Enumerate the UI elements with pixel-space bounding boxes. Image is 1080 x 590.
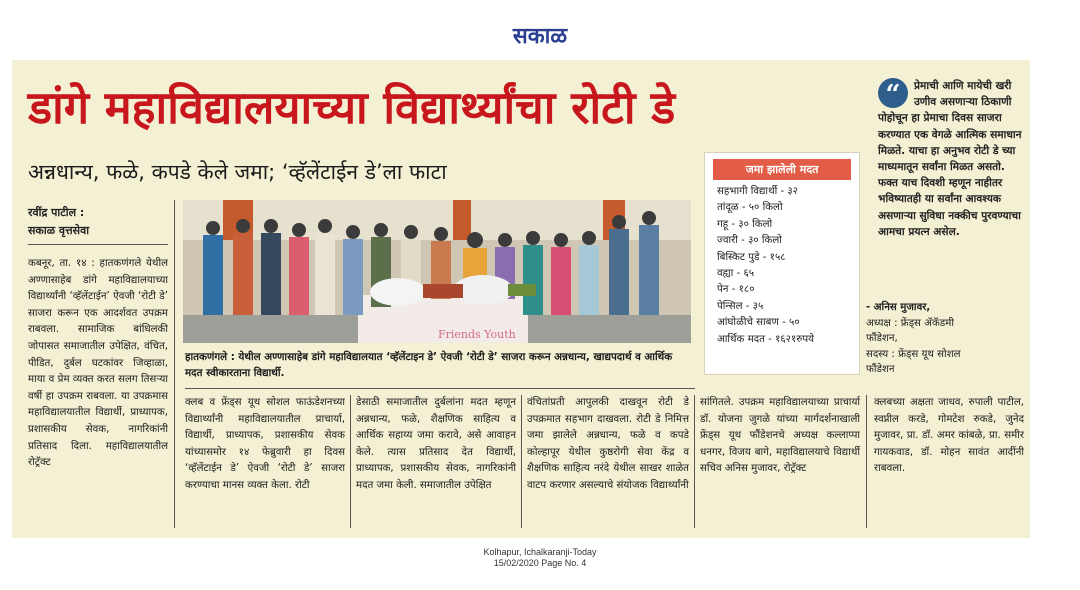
aid-item: गहू - ३० किलो — [717, 218, 773, 230]
quote-role-1b: फौंडेशन, — [866, 333, 898, 344]
article-column-2: क्लब व फ्रेंड्स यूथ सोशल फाऊंडेशनच्या विद्यार्थ्यांनी महाविद्यालयातील प्राचार्या, विद्यार्थी, प्राध्यापक, प्रशासकीय सेवक यांच्यासमोर १४ फेब्रुवारी हा दिवस ‘व्हॅलेंटाईन डे’ ऐवजी ‘रोटी डे’ साजरा करण्याचा मानस व्यक्त केला. रोटी — [185, 397, 345, 491]
column-divider — [866, 395, 867, 528]
subheadline: अन्नधान्य, फळे, कपडे केले जमा; ‘व्हॅलेंटाईन डे’ला फाटा — [28, 160, 447, 184]
aid-item: सहभागी विद्यार्थी - ३२ — [717, 186, 798, 197]
quote-role-2: सदस्य : फ्रेंड्स यूथ सोशल — [866, 348, 961, 360]
column-divider — [694, 395, 695, 528]
footer-edition: Kolhapur, Ichalkaranji-Today — [483, 547, 597, 557]
pull-quote-body: पोहोचून हा प्रेमाचा दिवस साजरा करण्यात एक वेगळे आत्मिक समाधान मिळते. याचा हा अनुभव रोटी डे च्या माध्यमातून सर्वांना मिळत असतो. फक्त याच दिवशी म्हणून नाहीतर भविष्यातही या सर्वांना आवश्यक असणाऱ्या सुविधा नक्कीच पुरवण्याचा आमचा प्रयत्न असेल. — [878, 112, 1022, 238]
aid-summary-box — [704, 152, 860, 375]
page-footer — [0, 547, 1080, 569]
event-photo — [183, 200, 691, 343]
article-column-5: सांगितले. उपक्रम महाविद्यालयाच्या प्राचार्या डॉ. योजना जुगळे यांच्या मार्गदर्शनाखाली फ्रेंड्स यूथ फौंडेशनचे अध्यक्ष कल्लाप्पा धनगर, विजय बागे, महाविद्यालयाचे विद्यार्थी सचिव अनिस मुजावर, रोट्रॅक्ट — [700, 397, 860, 475]
aid-item: पेन - १८० — [717, 284, 755, 296]
newspaper-masthead: सकाळ — [512, 24, 568, 49]
banner-text: Friends Youth — [438, 328, 516, 341]
aid-item: आंघोळीचे साबण - ५० — [717, 317, 800, 329]
quote-author: - अनिस मुजावर, — [866, 302, 931, 313]
column-divider — [350, 395, 351, 528]
column-divider — [174, 200, 175, 528]
pull-quote-lead: प्रेमाची आणि मायेची खरी उणीव असणाऱ्या ठिकाणी — [914, 80, 1012, 109]
aid-summary-list — [705, 184, 859, 348]
quote-role-1: अध्यक्ष : फ्रेंड्स ॲकॅडमी — [866, 317, 954, 329]
article-column-4: वंचितांप्रती आपुलकी दाखवून रोटी डे उपक्रमात सहभाग दाखवला. रोटी डे निमित्त जमा झालेले अन्नधान्य, फळे व कपडे कोल्हापूर येथील कुष्ठरोगी सेवा केंद्र व शैक्षणिक साहित्य नरंदे येथील साखर शाळेत वाटप करणार असल्याचे संयोजक विद्यार्थ्यांनी — [527, 397, 689, 491]
caption-divider — [185, 388, 695, 389]
article-column-6: क्लबच्या अक्षता जाधव, रुपाली पाटील, स्वप्नील करडे, गोमटेश रुकडे, जुनेद मुजावर, प्रा. डॉ. अमर कांबळे, प्रा. समीर गायकवाड, डॉ. मोहन सावंत आदींनी राबवला. — [874, 397, 1024, 475]
pull-quote-attribution — [866, 300, 1026, 378]
headline: डांगे महाविद्यालयाच्या विद्यार्थ्यांचा रोटी डे — [28, 81, 676, 134]
aid-item: तांदूळ - ५० किलो — [717, 202, 783, 214]
quote-role-2b: फौंडेशन — [866, 364, 895, 375]
quote-icon: “ — [878, 78, 908, 108]
article-column-1: कबनूर, ता. १४ : हातकणंगले येथील अण्णासाहेब डांगे महाविद्यालयाच्या विद्यार्थ्यांनी ‘व्हॅलेंटाईन’ ऐवजी ‘रोटी डे’ साजरा करून एक आदर्शवत उपक्रम राबवला. सामाजिक बांधिलकी जोपासत समाजातील उपेक्षित, वंचित, पीडित, दुर्बल घटकांवर जिव्हाळा, माया व प्रेम व्यक्त करत सलग तिसऱ्या वर्षी हा उपक्रम राबवला. या उपक्रमास महाविद्यालयातील विद्यार्थी, प्राध्यापक, प्रशासकीय सेवक, नागरिकांनी प्रतिसाद दिला. महाविद्यालयातील रोट्रॅक्ट — [28, 258, 168, 469]
photo-caption: हातकणंगले : येथील अण्णासाहेब डांगे महाविद्यालयात ‘व्हॅलेंटाइन डे’ ऐवजी ‘रोटी डे’ साजरा करून अन्नधान्य, खाद्यपदार्थ व आर्थिक मदत स्वीकारताना विद्यार्थी. — [185, 351, 673, 379]
byline-name: रवींद्र पाटील : — [28, 206, 85, 219]
column-divider — [521, 395, 522, 528]
aid-item: ज्वारी - ३० किलो — [717, 235, 782, 247]
footer-date-page: 15/02/2020 Page No. 4 — [493, 558, 587, 568]
aid-item: बिस्किट पुडे - १५८ — [717, 251, 786, 263]
aid-summary-title: जमा झालेली मदत — [713, 159, 851, 180]
students-photo-illustration — [183, 200, 691, 343]
aid-item: पेन्सिल - ३५ — [717, 300, 764, 312]
byline-divider — [28, 244, 168, 245]
byline-service: सकाळ वृत्तसेवा — [28, 224, 90, 237]
aid-item: वह्या - ६५ — [717, 268, 755, 280]
byline — [28, 204, 178, 240]
article-column-3: डेसाठी समाजातील दुर्बलांना मदत म्हणून अन्नधान्य, फळे, शैक्षणिक साहित्य व आर्थिक सहाय्य जमा करावे, असे आवाहन केले. त्यास प्रतिसाद देत विद्यार्थी, प्राध्यापक, प्रशासकीय सेवक, नागरिकांनी मदत जमा केली. समाजातील उपेक्षित — [356, 397, 516, 491]
aid-item: आर्थिक मदत - १६२१रुपये — [717, 333, 815, 345]
